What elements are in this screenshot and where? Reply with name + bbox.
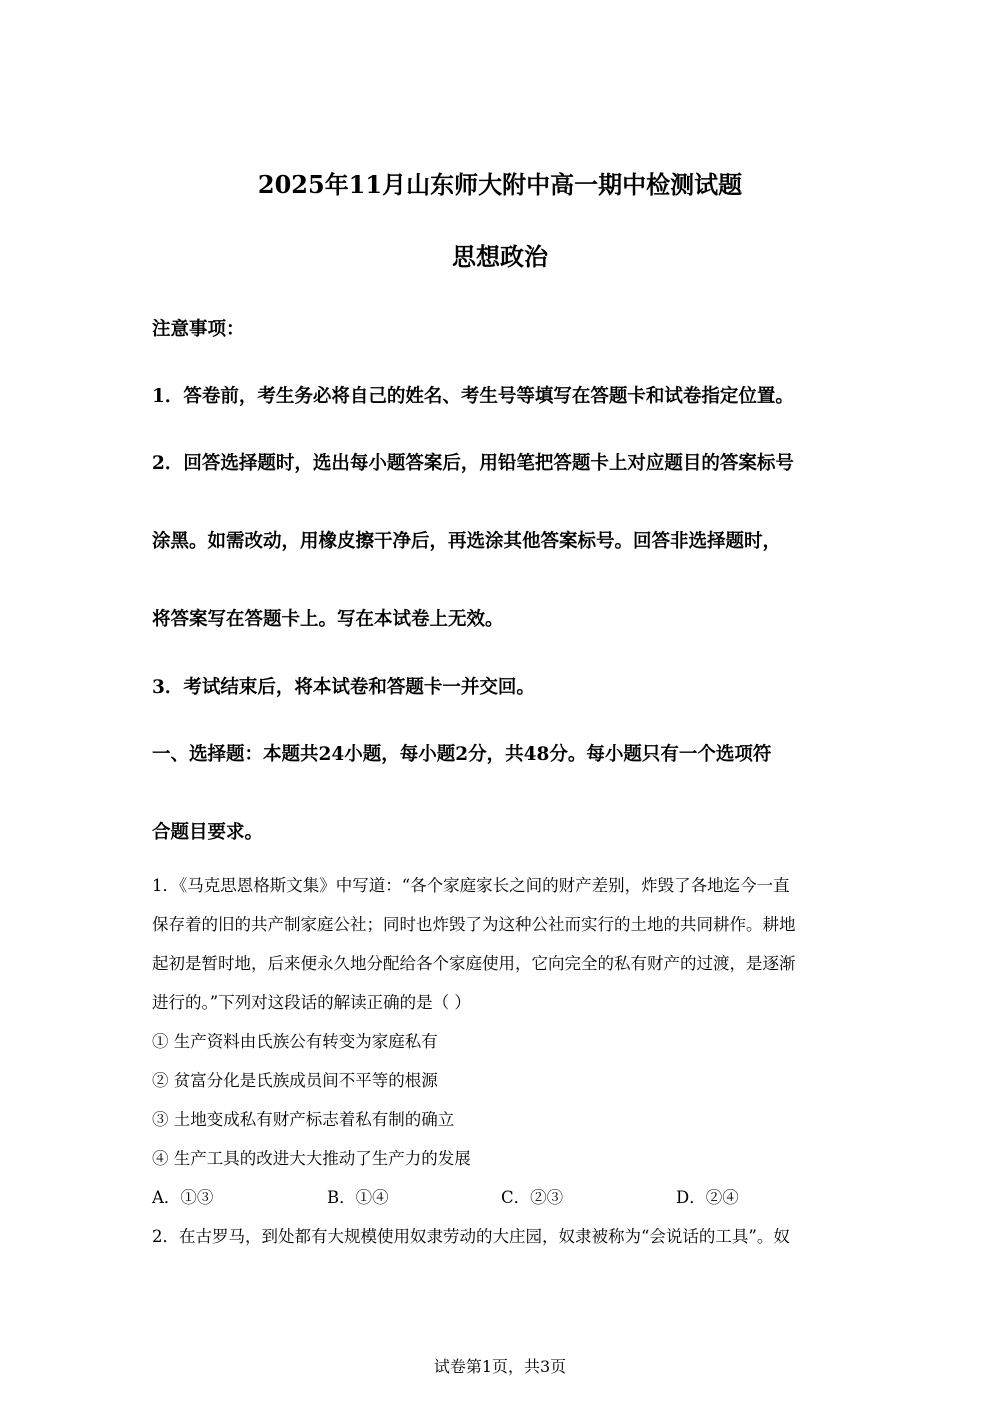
notice-heading: 注意事项： bbox=[152, 319, 245, 340]
notice-item-3: 3．考试结束后，将本试卷和答题卡一并交回。 bbox=[152, 677, 535, 698]
question-1-line-1: 1．《马克思恩格斯文集》中写道：“各个家庭家长之间的财产差别，炸毁了各地迄今一直 bbox=[152, 876, 790, 895]
question-1-line-4: 进行的。”下列对这段话的解读正确的是（ ） bbox=[152, 993, 471, 1012]
question-2-line-1: 2．在古罗马，到处都有大规模使用奴隶劳动的大庄园，奴隶被称为“会说话的工具”。奴 bbox=[152, 1227, 790, 1246]
section-heading-line-2: 合题目要求。 bbox=[152, 822, 264, 843]
question-1-option-a: A．①③ bbox=[152, 1188, 214, 1207]
section-heading-line-1: 一、选择题：本题共24小题，每小题2分，共48分。每小题只有一个选项符 bbox=[152, 744, 772, 765]
question-1-option-b: B．①④ bbox=[327, 1188, 389, 1207]
subject-title: 思想政治 bbox=[452, 242, 548, 271]
notice-item-2-line-1: 2．回答选择题时，选出每小题答案后，用铅笔把答题卡上对应题目的答案标号 bbox=[152, 453, 794, 474]
exam-title: 2025年11月山东师大附中高一期中检测试题 bbox=[257, 170, 743, 199]
notice-item-2-line-3: 将答案写在答题卡上。写在本试卷上无效。 bbox=[152, 609, 504, 630]
question-1-statement-4: ④ 生产工具的改进大大推动了生产力的发展 bbox=[152, 1149, 471, 1168]
notice-item-1: 1．答卷前，考生务必将自己的姓名、考生号等填写在答题卡和试卷指定位置。 bbox=[152, 386, 794, 407]
notice-item-2-line-2: 涂黑。如需改动，用橡皮擦干净后，再选涂其他答案标号。回答非选择题时， bbox=[152, 531, 782, 552]
question-1-statement-1: ① 生产资料由氏族公有转变为家庭私有 bbox=[152, 1032, 438, 1051]
question-1-option-d: D．②④ bbox=[676, 1188, 739, 1207]
question-1-statement-3: ③ 土地变成私有财产标志着私有制的确立 bbox=[152, 1110, 455, 1129]
question-1-option-c: C．②③ bbox=[501, 1188, 564, 1207]
question-1-statement-2: ② 贫富分化是氏族成员间不平等的根源 bbox=[152, 1071, 438, 1090]
question-1-line-2: 保存着的旧的共产制家庭公社；同时也炸毁了为这种公社而实行的土地的共同耕作。耕地 bbox=[152, 915, 796, 934]
page-footer: 试卷第1页，共3页 bbox=[433, 1357, 567, 1376]
question-1-line-3: 起初是暂时地，后来便永久地分配给各个家庭使用，它向完全的私有财产的过渡，是逐渐 bbox=[152, 954, 796, 973]
